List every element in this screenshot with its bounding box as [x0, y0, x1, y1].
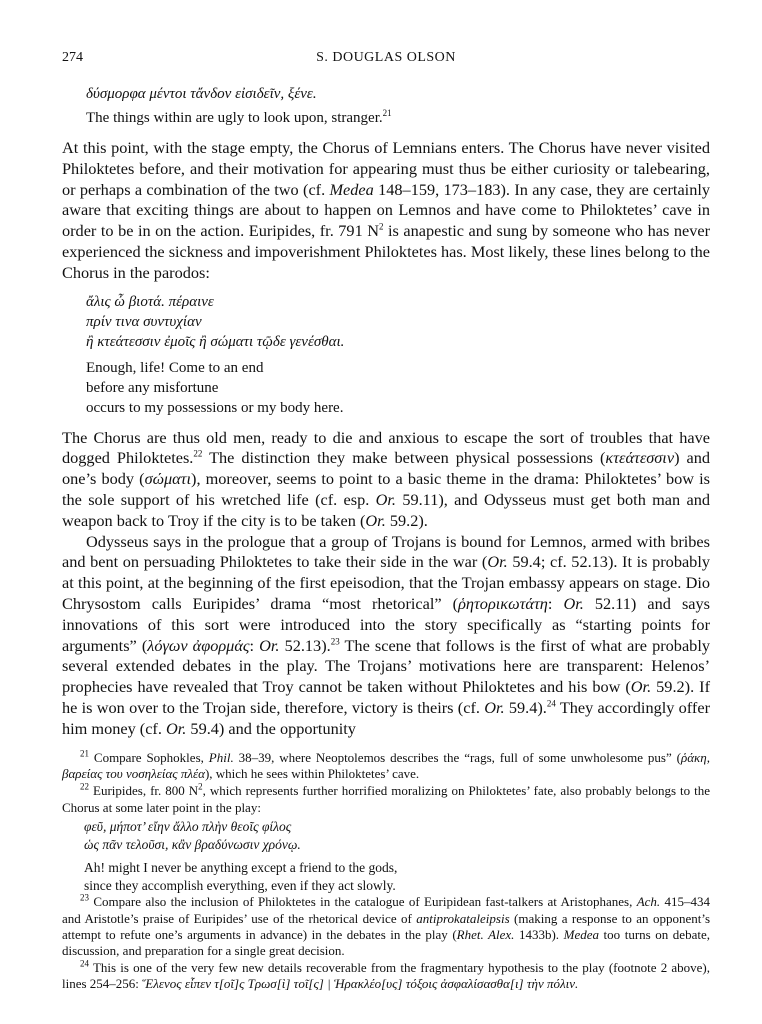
text-run: :: [249, 635, 260, 655]
text-run: Odysseus says in the prologue that a group of Trojans is bound for Lemnos, armed with bribes and bent on persuading Philoktetes to take their side in the war (: [62, 531, 710, 572]
paragraph-trojan-embassy: [62, 532, 710, 740]
running-header: [62, 50, 710, 72]
text-run: 52.11) and says innovations of this sort were introduced into the story specifically as “starting points for arguments” (: [62, 593, 710, 655]
greek-term: ῥητορικωτάτη: [458, 593, 548, 613]
citation-or: Or.: [484, 697, 505, 717]
page: [62, 50, 710, 993]
quote-block-1: [86, 84, 710, 128]
footnote-21: [62, 750, 710, 783]
text-run: ), moreover, seems to point to a basic theme in the drama: Philoktetes’ bow is the sole support of his wretched life (cf. esp.: [62, 469, 710, 509]
translation-text: The things within are ugly to look upon, stranger.: [86, 110, 383, 126]
footnote-22-quote: [84, 818, 710, 894]
running-head-author: S. DOUGLAS OLSON: [316, 50, 456, 65]
verse-translation: [86, 108, 710, 128]
text-run: 415–434 and Aristotle’s praise of Euripides’ use of the rhetorical device of: [62, 894, 711, 926]
citation-or: Or.: [365, 510, 386, 530]
citation-or: Or.: [630, 677, 652, 697]
greek-verse-line: ἄλις ὦ βιοτά. πέραινε: [86, 293, 214, 310]
title-medea: Medea: [329, 179, 374, 199]
greek-term: ῥάκη, βαρείας του νοσηλείας πλέα: [62, 749, 710, 781]
page-number: 274: [62, 50, 83, 65]
text-run: 148–159, 173–183). In any case, they are certainly aware that exciting things are about to happen on Lemnos and have come to Philoktetes’ cave in order to be in on the action. Euripides, fr. 791 N: [62, 179, 711, 241]
superscript: 2: [198, 782, 203, 793]
paragraph-chorus-entry: [62, 138, 710, 284]
citation-or: Or.: [259, 635, 280, 655]
text-run: The scene that follows is the first of what are probably several extended debates in the play. The Trojans’ motivations here are transparent: Helenos’ prophecies have revealed that Troy cannot be taken without Philoktetes and his bow (: [62, 635, 710, 697]
greek-term: κτεάτεσσιν: [605, 448, 675, 468]
text-run: (making a response to an opponent’s attempt to refute one’s arguments in advance) in the debates in the play (: [62, 910, 711, 942]
footnote-number: 22: [80, 782, 89, 793]
text-run: Compare also the inclusion of Philoktetes in the catalogue of Euripidean fast-talkers at Aristophanes,: [89, 894, 637, 910]
text-run: Compare Sophokles,: [89, 749, 209, 765]
greek-verse-line: φεῦ, μήποτ’ εἴην ἄλλο πλὴν θεοῖς φίλος: [84, 819, 292, 835]
text-run: The Chorus are thus old men, ready to die and anxious to escape the sort of troubles that have dogged Philoktetes.: [62, 427, 710, 468]
greek-verse-line: ἢ κτεάτεσσιν ἐμοῖς ἢ σώματι τῷδε γενέσθαι.: [86, 333, 345, 350]
text-run: 38–39, where Neoptolemos describes the “rags, full of some unwholesome pus” (: [233, 749, 681, 765]
footnote-ref-21[interactable]: 21: [382, 108, 392, 118]
quote-block-2: [86, 292, 710, 418]
rhetorical-term: antiprokataleipsis: [416, 910, 510, 926]
text-run: , which represents further horrified moralizing on Philoktetes’ fate, also probably belongs to the Chorus at some later point in the play:: [62, 783, 710, 815]
text-run: The distinction they make between physical possessions (: [202, 448, 606, 468]
footnote-number: 21: [80, 748, 89, 759]
citation-phil: Phil.: [208, 749, 234, 765]
footnote-23: [62, 894, 710, 960]
translation-line: Ah! might I never be anything except a friend to the gods,: [84, 860, 398, 876]
text-run: Euripides, fr. 800 N: [89, 783, 199, 799]
text-run: is anapestic and sung by someone who has never experienced the sickness and impoverishment Philoktetes has. Most likely, these lines belong to the Chorus in the parodos:: [62, 221, 710, 282]
footnote-number: 24: [80, 958, 89, 969]
greek-verse-line: πρίν τινα συντυχίαν: [86, 313, 202, 330]
greek-verse-line: ὡς πᾶν τελοῦσι, κἂν βραδύνωσιν χρόνῳ.: [84, 836, 301, 852]
text-run: This is one of the very few new details recoverable from the fragmentary hypothesis to the play (footnote 2 above), lines 254–256:: [62, 959, 710, 992]
citation-rhet: Rhet. Alex.: [456, 926, 515, 942]
text-run: 59.4; cf. 52.13). It is probably at this point, at the beginning of the first epeisodion, that the Trojan embassy appears on stage. Dio Chrysostom calls Euripides’ drama “most rhetorical” (: [62, 552, 710, 613]
translation-line: before any misfortune: [86, 379, 219, 396]
citation-or: Or.: [166, 718, 187, 738]
text-run: 59.11), and Odysseus must get both man and weapon back to Troy if the city is to be taken (: [62, 489, 710, 530]
text-run: At this point, with the stage empty, the Chorus of Lemnians enters. The Chorus have never visited Philoktetes before, and their motivation for appearing must thus be either curiosity or talebearing, or perhaps a combination of the two (cf.: [62, 138, 710, 199]
text-run: 1433b).: [514, 926, 564, 942]
translation-line: since they accomplish everything, even if they act slowly.: [84, 877, 396, 893]
title-medea: Medea: [563, 926, 599, 942]
greek-quotation: Ἕλενος εἶπεν τ[οῖ]ς Τρωσ[ὶ] τοῖ[ς] | Ἡρακλέο[υς] τόξοις ἀσφαλίσασθα[ι] τὴν πόλιν.: [142, 976, 579, 992]
text-run: 59.4).: [504, 697, 547, 717]
translation-line: Enough, life! Come to an end: [86, 359, 264, 376]
text-run: 59.4) and the opportunity: [186, 718, 356, 738]
translation-line: occurs to my possessions or my body here.: [86, 399, 344, 416]
citation-ach: Ach.: [636, 894, 661, 910]
text-run: too turns on debate, discussion, and preparation for a single great decision.: [62, 926, 710, 959]
text-run: 59.2).: [385, 510, 428, 530]
text-run: ), which he sees within Philoktetes’ cave.: [204, 765, 420, 781]
footnote-22: [62, 783, 710, 816]
text-run: 59.2). If he is won over to the Trojan side, therefore, victory is theirs (cf.: [62, 677, 710, 717]
footnote-number: 23: [80, 892, 89, 903]
footnote-ref-24[interactable]: 24: [546, 698, 556, 709]
paragraph-chorus-old-men: [62, 428, 710, 532]
citation-or: Or.: [375, 489, 396, 509]
text-run: They accordingly offer him money (cf.: [62, 697, 711, 738]
greek-verse: δύσμορφα μέντοι τἄνδον εἰσιδεῖν, ξένε.: [86, 86, 317, 102]
footnote-ref-23[interactable]: 23: [330, 636, 340, 647]
text-run: ) and one’s body (: [62, 448, 710, 489]
greek-term: σώματι: [144, 469, 192, 489]
superscript: 2: [379, 221, 384, 232]
text-run: 52.13).: [279, 635, 331, 655]
greek-term: λόγων ἀφορμάς: [147, 635, 250, 655]
text-run: :: [547, 593, 564, 613]
footnote-24: [62, 960, 710, 993]
citation-or: Or.: [487, 552, 508, 572]
footnote-ref-22[interactable]: 22: [193, 448, 203, 459]
footnotes: [62, 750, 710, 993]
citation-or: Or.: [563, 593, 584, 613]
